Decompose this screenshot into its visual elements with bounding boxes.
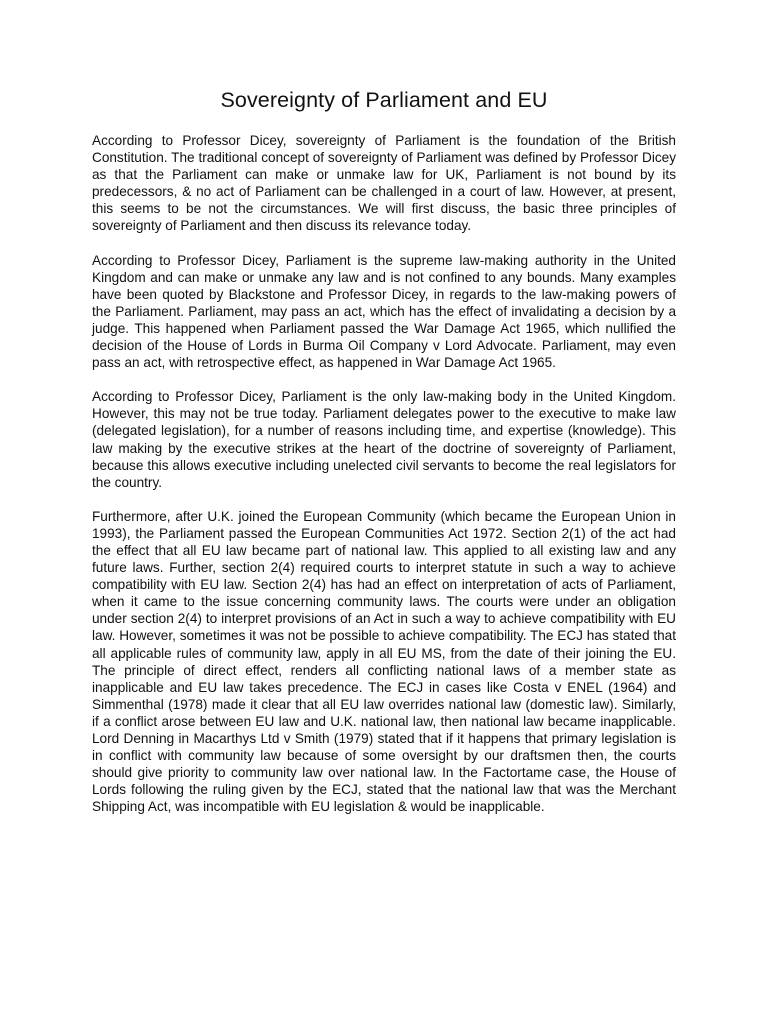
paragraph-eu-membership: Furthermore, after U.K. joined the European Community (which became the European Union in 1993), the Parliament passed the European Communities Act 1972. Section 2(1) of the act had the effect that all EU law became part of national law. This applied to all existing law and any future laws. Further, section 2(4) required courts to interpret statute in such a way to achieve compatibility with EU law. Section 2(4) has had an effect on interpretation of acts of Parliament, when it came to the issue concerning community laws. The courts were under an obligation under section 2(4) to interpret provisions of an Act in such a way to achieve compatibility with EU law. However, sometimes it was not be possible to achieve compatibility. The ECJ has stated that all applicable rules of community law, apply in all EU MS, from the date of their joining the EU. The principle of direct effect, renders all conflicting national laws of a member state as inapplicable and EU law takes precedence. The ECJ in cases like Costa v ENEL (1964) and Simmenthal (1978) made it clear that all EU law overrides national law (domestic law). Similarly, if a conflict arose between EU law and U.K. national law, then national law became inapplicable. Lord Denning in Macarthys Ltd v Smith (1979) stated that if it happens that primary legislation is in conflict with community law because of some oversight by our draftsmen then, the courts should give priority to community law over national law. In the Factortame case, the House of Lords following the ruling given by the ECJ, stated that the national law that was the Merchant Shipping Act, was incompatible with EU legislation & would be inapplicable. — [92, 508, 676, 815]
paragraph-introduction: According to Professor Dicey, sovereignty of Parliament is the foundation of the British Constitution. The traditional concept of sovereignty of Parliament was defined by Professor Dicey as that the Parliament can make or unmake law for UK, Parliament is not bound by its predecessors, & no act of Parliament can be challenged in a court of law. However, at present, this seems to be not the circumstances. We will first discuss, the basic three principles of sovereignty of Parliament and then discuss its relevance today. — [92, 133, 676, 234]
paragraph-supreme-authority: According to Professor Dicey, Parliament is the supreme law-making authority in the United Kingdom and can make or unmake any law and is not confined to any bounds. Many examples have been quoted by Blackstone and Professor Dicey, in regards to the law-making powers of the Parliament. Parliament, may pass an act, which has the effect of invalidating a decision by a judge. This happened when Parliament passed the War Damage Act 1965, which nullified the decision of the House of Lords in Burma Oil Company v Lord Advocate. Parliament, may even pass an act, with retrospective effect, as happened in War Damage Act 1965. — [92, 252, 676, 371]
document-page — [92, 86, 676, 815]
page-title: Sovereignty of Parliament and EU — [220, 88, 548, 112]
paragraph-only-law-making-body: According to Professor Dicey, Parliament is the only law-making body in the United Kingdom. However, this may not be true today. Parliament delegates power to the executive to make law (delegated legislation), for a number of reasons including time, and expertise (knowledge). This law making by the executive strikes at the heart of the doctrine of sovereignty of Parliament, because this allows executive including unelected civil servants to become the real legislators for the country. — [92, 389, 676, 490]
